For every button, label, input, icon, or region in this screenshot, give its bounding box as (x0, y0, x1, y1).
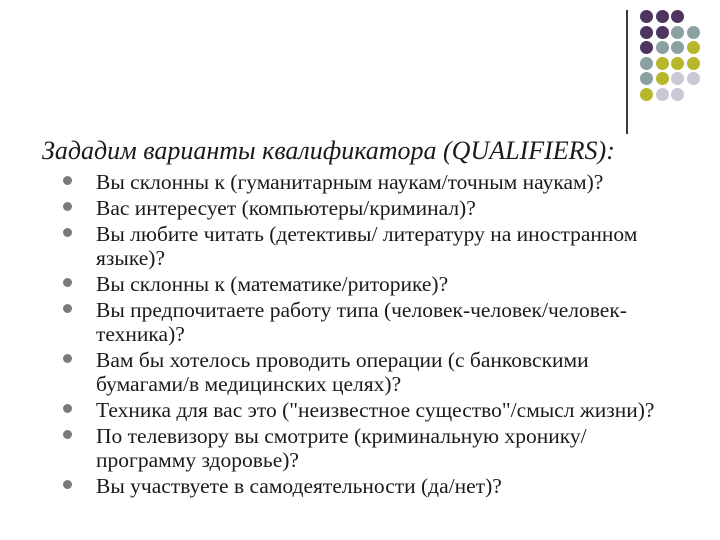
decorative-dot (640, 57, 653, 70)
bullet-item (63, 424, 683, 472)
decorative-dot (687, 72, 700, 85)
bullet-text: Вы участвуете в самодеятельности (да/нет)? (96, 474, 502, 498)
bullet-dot-icon (63, 304, 72, 313)
bullet-item (63, 196, 683, 220)
decorative-dot (656, 41, 669, 54)
bullet-dot-icon (63, 430, 72, 439)
bullet-dot-icon (63, 176, 72, 185)
bullet-item (63, 348, 683, 396)
bullet-item (63, 170, 683, 194)
bullet-item (63, 272, 683, 296)
bullet-text: По телевизору вы смотрите (криминальную хронику/программу здоровье)? (96, 424, 587, 472)
decorative-dot (640, 88, 653, 101)
bullet-text: Техника для вас это ("неизвестное существо"/смысл жизни)? (96, 398, 655, 422)
decorative-dot (671, 72, 684, 85)
bullet-text: Вы любите читать (детективы/ литературу на иностранном языке)? (96, 222, 638, 270)
decorative-dot (640, 72, 653, 85)
decorative-dot (640, 41, 653, 54)
decorative-dot (640, 10, 653, 23)
slide-title: Зададим варианты квалификатора (QUALIFIERS): (42, 136, 615, 165)
decorative-dot (687, 26, 700, 39)
bullet-dot-icon (63, 228, 72, 237)
decorative-dot (671, 88, 684, 101)
decorative-dot (656, 57, 669, 70)
bullet-text: Вас интересует (компьютеры/криминал)? (96, 196, 476, 220)
bullet-text: Вы склонны к (математике/риторике)? (96, 272, 449, 296)
bullet-dot-icon (63, 480, 72, 489)
bullet-list (63, 170, 683, 500)
bullet-text: Вы предпочитаете работу типа (человек-человек/человек-техника)? (96, 298, 627, 346)
bullet-dot-icon (63, 202, 72, 211)
decorative-vertical-line (626, 10, 628, 134)
bullet-item (63, 474, 683, 498)
bullet-item (63, 298, 683, 346)
bullet-item (63, 398, 683, 422)
decorative-dot (656, 10, 669, 23)
decorative-dot (656, 72, 669, 85)
decorative-dot (687, 57, 700, 70)
bullet-dot-icon (63, 404, 72, 413)
decorative-dot (640, 26, 653, 39)
decorative-dot (687, 41, 700, 54)
decorative-dot (656, 88, 669, 101)
bullet-dot-icon (63, 278, 72, 287)
decorative-dot-grid (640, 10, 720, 110)
decorative-dot (671, 26, 684, 39)
bullet-text: Вам бы хотелось проводить операции (с банковскими бумагами/в медицинских целях)? (96, 348, 589, 396)
decorative-dot (671, 41, 684, 54)
decorative-dot (656, 26, 669, 39)
decorative-dot (671, 10, 684, 23)
decorative-dot (671, 57, 684, 70)
bullet-dot-icon (63, 354, 72, 363)
bullet-text: Вы склонны к (гуманитарным наукам/точным наукам)? (96, 170, 604, 194)
bullet-item (63, 222, 683, 270)
